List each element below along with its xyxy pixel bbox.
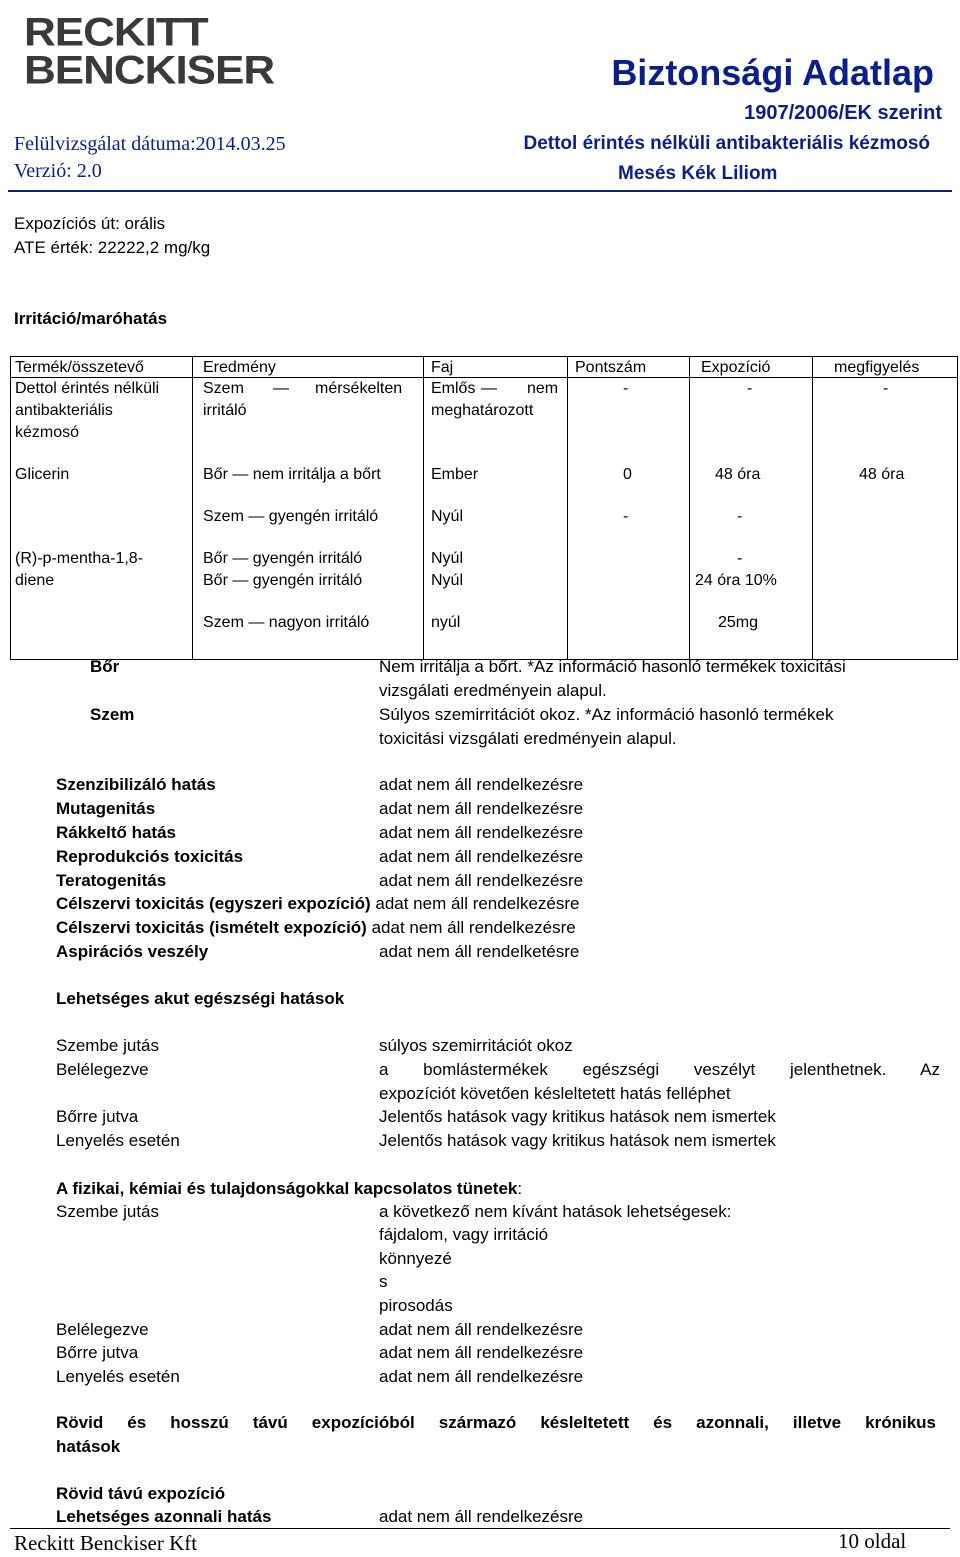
table-cell-result: mérsékelten: [315, 380, 403, 397]
regulation-reference: 1907/2006/EK szerint: [744, 102, 942, 124]
symptom-list-item: könnyezé: [379, 1249, 452, 1268]
col-header-observation: megfigyelés: [834, 359, 920, 376]
eye-text-line1: Súlyos szemirritációt okoz. *Az információ hasonló termékek: [379, 705, 834, 724]
effect-value: adat nem áll rendelkezésre: [371, 918, 576, 937]
acute-ingest-value: Jelentős hatások vagy kritikus hatások nem ismertek: [379, 1131, 776, 1150]
short-term-heading: Rövid távú expozíció: [56, 1484, 226, 1503]
table-cell-species: Nyúl: [431, 572, 464, 589]
effect-label: Célszervi toxicitás (egyszeri expozíció): [56, 894, 371, 913]
eye-label: Szem: [90, 705, 135, 724]
table-cell-product: Glicerin: [15, 466, 70, 483]
effect-value: adat nem áll rendelkezésre: [379, 847, 584, 866]
table-cell-exposure: -: [737, 508, 743, 525]
symptoms-inhal-value: adat nem áll rendelkezésre: [379, 1320, 584, 1339]
skin-text-line1: Nem irritálja a bőrt. *Az információ hasonló termékek toxicitási: [379, 657, 846, 676]
table-cell-product: kézmosó: [15, 424, 80, 441]
footer-divider: [10, 1528, 950, 1529]
irritation-heading: Irritáció/maróhatás: [14, 309, 168, 328]
irritation-table: [10, 356, 958, 660]
immediate-effect-label: Lehetséges azonnali hatás: [56, 1507, 272, 1526]
immediate-effect-value: adat nem áll rendelkezésre: [379, 1507, 584, 1526]
table-cell-result: Szem: [203, 380, 244, 397]
effect-label: Teratogenitás: [56, 871, 167, 890]
effect-value: adat nem áll rendelkezésre: [379, 823, 584, 842]
table-cell-result: Bőr — nem irritálja a bőrt: [203, 466, 381, 483]
table-cell-exposure: 48 óra: [715, 466, 761, 483]
product-variant: Mesés Kék Liliom: [618, 163, 778, 184]
table-cell-species: meghatározott: [431, 402, 534, 419]
table-cell-species: —: [481, 380, 497, 397]
table-cell-species: Nyúl: [431, 508, 464, 525]
symptoms-eye-label: Szembe jutás: [56, 1202, 159, 1221]
footer-company: Reckitt Benckiser Kft: [14, 1531, 198, 1555]
acute-eye-label: Szembe jutás: [56, 1036, 159, 1055]
document-title: Biztonsági Adatlap: [611, 52, 934, 93]
table-cell-product: (R)-p-mentha-1,8-: [15, 550, 144, 567]
symptom-list-item: fájdalom, vagy irritáció: [379, 1225, 549, 1244]
skin-text-line2: vizsgálati eredményein alapul.: [379, 681, 607, 700]
effect-row: [56, 894, 579, 914]
table-cell-species: nem: [527, 380, 559, 397]
table-cell-result: irritáló: [203, 402, 247, 419]
effect-value: adat nem áll rendelkezésre: [379, 775, 584, 794]
table-cell-score: 0: [623, 466, 632, 483]
table-cell-score: -: [623, 508, 629, 525]
table-cell-score: -: [623, 380, 629, 397]
product-name: Dettol érintés nélküli antibakteriális kézmosó: [523, 133, 930, 154]
acute-ingest-label: Lenyelés esetén: [56, 1131, 180, 1150]
footer-page-number: 10 oldal: [838, 1529, 907, 1553]
effect-label: Szenzibilizáló hatás: [56, 775, 216, 794]
symptoms-heading: A fizikai, kémiai és tulajdonságokkal kapcsolatos tünetek:: [56, 1179, 523, 1198]
table-cell-observation: -: [883, 380, 889, 397]
table-cell-observation: 48 óra: [859, 466, 905, 483]
effect-value: adat nem áll rendelkezésre: [379, 871, 584, 890]
table-cell-result: Bőr — gyengén irritáló: [203, 550, 363, 567]
effect-value: adat nem áll rendelkezésre: [375, 894, 580, 913]
eye-text-line2: toxicitási vizsgálati eredményein alapul.: [379, 729, 677, 748]
symptoms-eye-value: a következő nem kívánt hatások lehetségesek:: [379, 1202, 732, 1221]
col-header-product: Termék/összetevő: [15, 359, 144, 376]
table-cell-exposure: 25mg: [718, 614, 759, 631]
acute-inhal-value: a bomlástermékek egészségi veszélyt jelenthetnek. Az: [379, 1060, 940, 1079]
effect-value: adat nem áll rendelkezésre: [379, 799, 584, 818]
acute-skin-value: Jelentős hatások vagy kritikus hatások nem ismertek: [379, 1107, 776, 1126]
effect-label: Aspirációs veszély: [56, 942, 209, 961]
table-cell-species: Ember: [431, 466, 479, 483]
col-header-score: Pontszám: [575, 359, 647, 376]
col-header-result: Eredmény: [203, 359, 276, 376]
symptoms-skin-value: adat nem áll rendelkezésre: [379, 1343, 584, 1362]
symptoms-inhal-label: Belélegezve: [56, 1320, 149, 1339]
col-header-exposure: Expozíció: [701, 359, 771, 376]
table-cell-exposure: -: [737, 550, 743, 567]
effect-label: Mutagenitás: [56, 799, 156, 818]
delayed-heading: Rövid és hosszú távú expozícióból származó késleltetett és azonnali, illetve krónikus: [56, 1413, 936, 1432]
table-cell-product: antibakteriális: [15, 402, 113, 419]
symptoms-skin-label: Bőrre jutva: [56, 1343, 139, 1362]
table-cell-result: Szem — nagyon irritáló: [203, 614, 370, 631]
table-cell-result: —: [273, 380, 289, 397]
version: Verzió: 2.0: [14, 160, 102, 182]
table-cell-species: Emlős: [431, 380, 476, 397]
header-divider: [8, 190, 952, 192]
col-header-species: Faj: [431, 359, 454, 376]
table-cell-species: nyúl: [431, 614, 461, 631]
acute-skin-label: Bőrre jutva: [56, 1107, 139, 1126]
effect-label: Reprodukciós toxicitás: [56, 847, 244, 866]
skin-label: Bőr: [90, 657, 120, 676]
table-cell-product: Dettol érintés nélküli: [15, 380, 160, 397]
company-logo-line2: BENCKISER: [24, 48, 275, 93]
ate-value: ATE érték: 22222,2 mg/kg: [14, 238, 211, 257]
table-cell-exposure: -: [747, 380, 753, 397]
acute-inhal-label: Belélegezve: [56, 1060, 149, 1079]
table-cell-product: diene: [15, 572, 55, 589]
symptom-list-item: s: [379, 1272, 388, 1291]
effect-label: Célszervi toxicitás (ismételt expozíció): [56, 918, 367, 937]
effect-row: [56, 918, 576, 938]
acute-eye-value: súlyos szemirritációt okoz: [379, 1036, 573, 1055]
symptoms-ingest-label: Lenyelés esetén: [56, 1367, 180, 1386]
table-cell-result: Szem — gyengén irritáló: [203, 508, 379, 525]
exposure-route: Expozíciós út: orális: [14, 214, 166, 233]
revision-date: Felülvizsgálat dátuma:2014.03.25: [14, 133, 286, 155]
effect-label: Rákkeltő hatás: [56, 823, 176, 842]
table-cell-exposure: 24 óra 10%: [695, 572, 777, 589]
symptoms-ingest-value: adat nem áll rendelkezésre: [379, 1367, 584, 1386]
table-cell-species: Nyúl: [431, 550, 464, 567]
table-cell-result: Bőr — gyengén irritáló: [203, 572, 363, 589]
acute-inhal-value-line2: expozíciót követően késleltetett hatás felléphet: [379, 1084, 731, 1103]
acute-heading: Lehetséges akut egészségi hatások: [56, 989, 345, 1008]
effect-value: adat nem áll rendelketésre: [379, 942, 580, 961]
delayed-heading-line2: hatások: [56, 1437, 121, 1456]
company-logo-line1: RECKITT: [24, 10, 208, 55]
symptom-list-item: pirosodás: [379, 1296, 453, 1315]
